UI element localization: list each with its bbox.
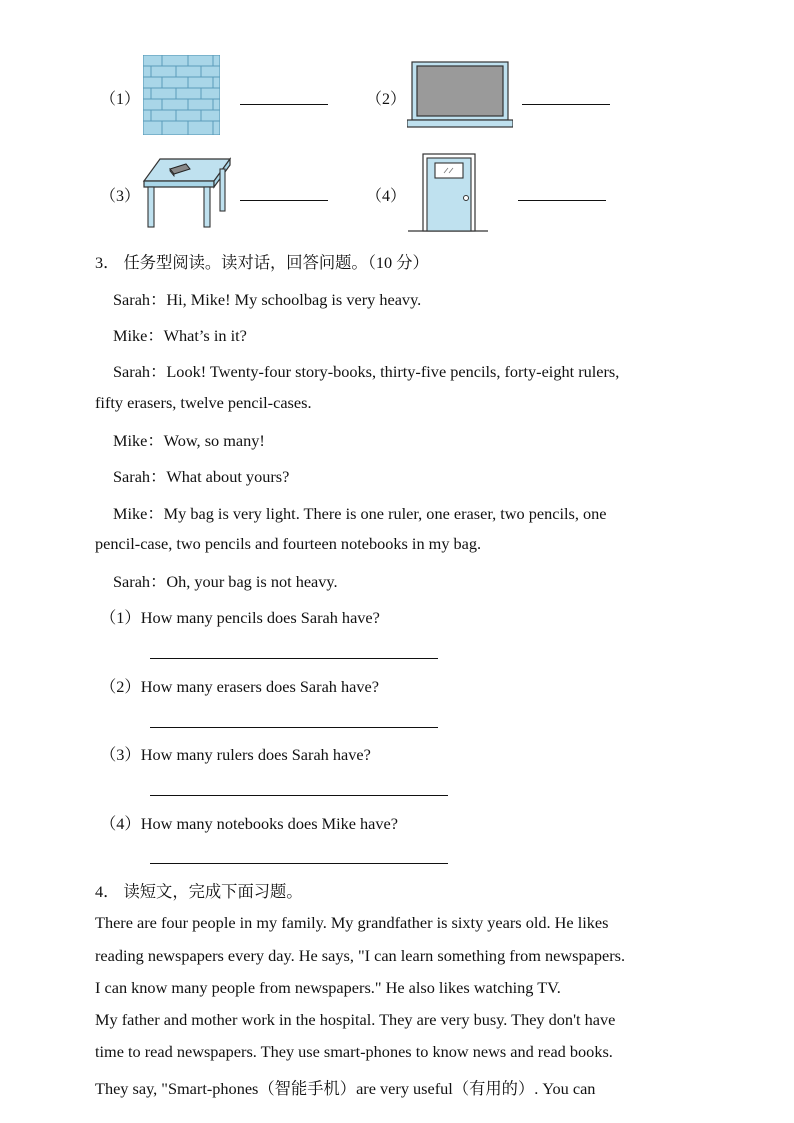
speaker: Mike：	[113, 431, 164, 450]
dialogue-line	[113, 322, 247, 346]
speaker: Mike：	[113, 326, 164, 345]
speaker: Sarah：	[113, 362, 167, 381]
utterance: My bag is very light. There is one ruler, one eraser, two pencils, one	[163, 504, 607, 523]
question-text: How many erasers does Sarah have?	[140, 677, 379, 696]
passage-line: I can know many people from newspapers." He also likes watching TV.	[95, 978, 561, 997]
question-text: How many notebooks does Mike have?	[140, 814, 398, 833]
brick-wall-picture	[143, 55, 220, 135]
utterance: Look! Twenty-four story-books, thirty-five pencils, forty-eight rulers,	[166, 362, 620, 381]
dialogue-line	[113, 427, 265, 451]
picture-number: （1）	[100, 91, 141, 108]
answer-line[interactable]	[150, 795, 448, 796]
passage-line: They say, "Smart-phones（智能手机）are very useful（有用的）. You can	[95, 1079, 596, 1098]
passage-line: There are four people in my family. My grandfather is sixty years old. He likes	[95, 913, 609, 932]
question-number: （4）	[100, 814, 141, 833]
picture-number: （4）	[366, 188, 407, 205]
utterance: pencil-case, two pencils and fourteen notebooks in my bag.	[95, 534, 482, 553]
speaker: Sarah：	[113, 467, 167, 486]
utterance: fifty erasers, twelve pencil-cases.	[95, 393, 312, 412]
passage-line: time to read newspapers. They use smart-phones to know news and read books.	[95, 1042, 613, 1061]
answer-line[interactable]	[150, 863, 448, 864]
passage-line: reading newspapers every day. He says, "I can learn something from newspapers.	[95, 946, 626, 965]
question	[100, 810, 398, 834]
dialogue-line	[95, 534, 481, 554]
question-number: （2）	[100, 677, 141, 696]
dialogue-line	[113, 286, 421, 310]
question-text: How many rulers does Sarah have?	[140, 745, 371, 764]
door-picture	[408, 152, 488, 232]
dialogue-line	[95, 393, 312, 413]
answer-line[interactable]	[150, 658, 438, 659]
answer-blank[interactable]	[522, 104, 610, 105]
answer-blank[interactable]	[518, 200, 606, 201]
question	[100, 604, 380, 628]
section-3-title: 3． 任务型阅读。读对话，回答问题。（10 分）	[95, 253, 429, 272]
question	[100, 673, 379, 697]
utterance: What about yours?	[166, 467, 290, 486]
section-4-title: 4． 读短文，完成下面习题。	[95, 882, 303, 901]
blackboard-picture	[407, 60, 513, 130]
dialogue-line	[113, 568, 338, 592]
question	[100, 741, 371, 765]
speaker: Sarah：	[113, 290, 167, 309]
utterance: Hi, Mike! My schoolbag is very heavy.	[166, 290, 422, 309]
question-number: （3）	[100, 745, 141, 764]
utterance: What’s in it?	[163, 326, 247, 345]
dialogue-line	[113, 358, 619, 382]
question-number: （1）	[100, 608, 141, 627]
utterance: Wow, so many!	[163, 431, 265, 450]
answer-blank[interactable]	[240, 200, 328, 201]
speaker: Sarah：	[113, 572, 167, 591]
question-text: How many pencils does Sarah have?	[140, 608, 380, 627]
speaker: Mike：	[113, 504, 164, 523]
dialogue-line	[113, 500, 607, 524]
answer-blank[interactable]	[240, 104, 328, 105]
answer-line[interactable]	[150, 727, 438, 728]
desk-picture	[140, 155, 232, 231]
picture-number: （3）	[100, 188, 141, 205]
picture-number: （2）	[366, 91, 407, 108]
utterance: Oh, your bag is not heavy.	[166, 572, 338, 591]
passage-line: My father and mother work in the hospital. They are very busy. They don't have	[95, 1010, 616, 1029]
dialogue-line	[113, 463, 289, 487]
